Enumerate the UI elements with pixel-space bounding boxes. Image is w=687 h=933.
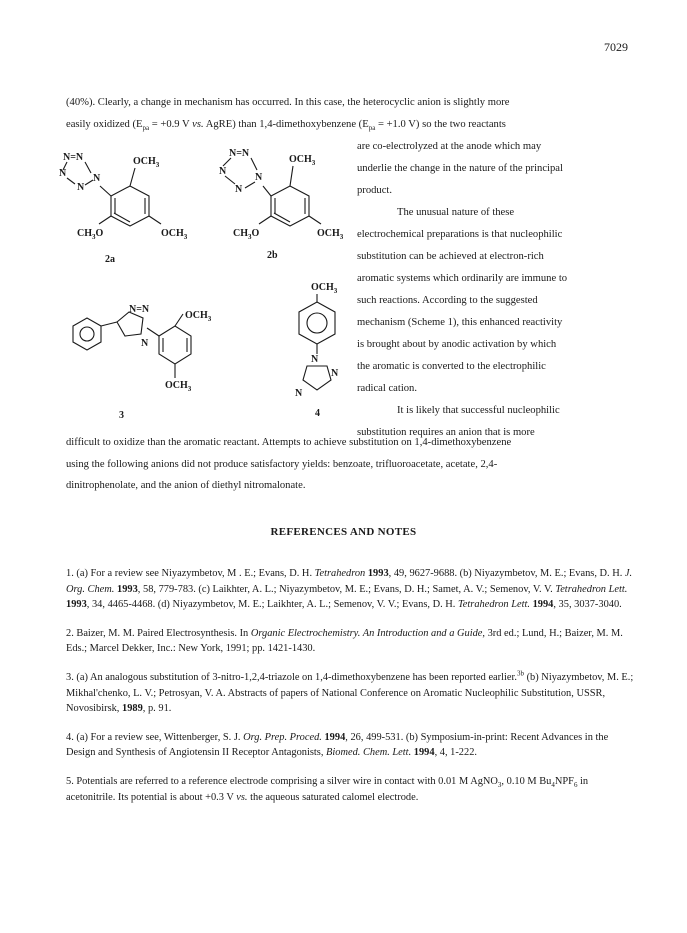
label-4: 4 — [315, 408, 320, 419]
bottom-line: dinitrophenolate, and the anion of diethyl nitromalonate. — [66, 480, 306, 492]
right-line: product. — [357, 185, 393, 196]
versus-abbrev: vs. — [192, 118, 204, 130]
bottom-paragraph — [66, 432, 656, 497]
references-list — [66, 566, 634, 818]
methoxy-label: $OCH_3$ — [185, 310, 212, 323]
label-2b: 2b — [267, 250, 278, 261]
atom-label: N=N — [229, 148, 250, 159]
intro-line-2-d: = +1.0 V) so the two reactants — [375, 118, 506, 130]
right-line: mechanism (Scheme 1), this enhanced reactivity — [357, 317, 563, 328]
right-line: substitution can be achieved at electron-rich — [357, 251, 544, 262]
right-line: such reactions. According to the suggested — [357, 295, 538, 306]
reference-4: 4. (a) For a review see, Wittenberger, S. J. Org. Prep. Proced. 1994, 26, 499-531. (b) Symposium-in-print: Recent Advances in the Design and Synthesis of Angiotensin II Receptor Antagonists, Biomed. Chem. Lett. 1994, 4, 1-222. — [66, 731, 609, 759]
methoxy-label: $OCH_3$ — [133, 156, 160, 169]
reference-1: 1. (a) For a review see Niyazymbetov, M . E.; Evans, D. H. Tetrahedron 1993, 49, 9627-9688. (b) Niyazymbetov, M. E.; Evans, D. H. J. Org. Chem. 1993, 58, 779-783. (c) Laikhter, A. L.; Niyazymbetov, M. E.; Evans, D. H.; Samet, A. V.; Semenov, V. V. Tetrahedron Lett. 1993, 34, 4465-4468. (d) Niyazymbetov, M. E.; Laikhter, A. L.; Semenov, V. V.; Evans, D. H. Tetrahedron Lett. 1994, 35, 3037-3040. — [66, 568, 633, 611]
atom-label: N=N — [63, 152, 84, 163]
methoxy-label: $OCH_3$ — [161, 228, 188, 241]
intro-paragraph — [66, 92, 641, 135]
right-line: aromatic systems which ordinarily are immune to — [357, 273, 568, 284]
intro-line-2-b: = +0.9 V — [149, 118, 193, 130]
right-line: electrochemical preparations is that nucleophilic — [357, 229, 563, 240]
atom-label: N — [331, 368, 339, 379]
methoxy-label: $OCH_3$ — [311, 282, 338, 295]
potential-subscript-1: pa — [142, 123, 150, 132]
bottom-line: difficult to oxidize than the aromatic reactant. Attempts to achieve substitution on 1,4-dimethoxybenzene — [66, 437, 512, 448]
atom-label: N — [235, 184, 243, 195]
atom-label: N — [93, 173, 101, 184]
intro-line-1: (40%). Clearly, a change in mechanism has occurred. In this case, the heterocyclic anion is slightly more — [66, 97, 510, 108]
atom-label: N — [77, 182, 85, 193]
label-3: 3 — [119, 410, 124, 421]
right-line: are co-electrolyzed at the anode which may — [357, 141, 542, 152]
atom-label: N — [295, 388, 303, 399]
potential-subscript-2: pa — [368, 123, 376, 132]
methoxy-label: $CH_3O$ — [233, 228, 260, 241]
atom-label: N — [219, 166, 227, 177]
structure-4 — [295, 282, 339, 399]
atom-label: N — [255, 172, 263, 183]
structure-3 — [73, 304, 212, 393]
methoxy-label: $OCH_3$ — [165, 380, 192, 393]
label-2a: 2a — [105, 254, 115, 265]
atom-label: N=N — [129, 304, 150, 315]
structure-2b — [219, 148, 344, 241]
right-line: is brought about by anodic activation by which — [357, 339, 557, 350]
reference-2: 2. Baizer, M. M. Paired Electrosynthesis. In Organic Electrochemistry. An Introduction and a Guide, 3rd ed.; Lund, H.; Baizer, M. M. Eds.; Marcel Dekker, Inc.: New York, 1991; pp. 1421-1430. — [66, 627, 623, 655]
atom-label: N — [141, 338, 149, 349]
right-line: substitution requires an anion that is more — [357, 427, 535, 438]
right-line: The unusual nature of these — [397, 207, 515, 218]
page-number: 7029 — [604, 40, 628, 54]
atom-label: N — [311, 354, 319, 365]
references-heading: REFERENCES AND NOTES — [270, 526, 417, 538]
right-line: the aromatic is converted to the electrophilic — [357, 361, 546, 372]
reference-3: 3. (a) An analogous substitution of 3-nitro-1,2,4-triazole on 1,4-dimethoxybenzene has been reported earlier.$^{3b}$ (b) Niyazymbetov, M. E.; Mikhal'chenko, L. V.; Petrosyan, V. A. Abstracts of papers of National Conference on Aromatic Nucleophilic Substitution, USSR, Novosibirsk, 1989, p. 91. — [66, 669, 634, 715]
methoxy-label: $OCH_3$ — [317, 228, 344, 241]
reference-5: 5. Potentials are referred to a reference electrode comprising a silver wire in contact with 0.01 M AgNO$_3$, 0.10 M $Bu_4NPF_6$ in acetonitrile. Its potential is about +0.3 V vs. the aqueous saturated calomel electrode. — [66, 775, 589, 803]
right-line: radical cation. — [357, 383, 417, 394]
bottom-line: using the following anions did not produce satisfactory yields: benzoate, trifluoroacetate, acetate, 2,4- — [66, 458, 498, 470]
atom-label: N — [59, 168, 67, 179]
structure-2a — [59, 152, 188, 241]
right-line: It is likely that successful nucleophilic — [397, 405, 560, 416]
right-line: underlie the change in the nature of the principal — [357, 163, 563, 174]
intro-line-2-a: easily oxidized (E — [66, 118, 143, 130]
methoxy-label: $OCH_3$ — [289, 154, 316, 167]
chemical-structures-figure — [55, 140, 355, 430]
intro-line-2-c: AgRE) than 1,4-dimethoxybenzene (E — [203, 118, 369, 130]
methoxy-label: $CH_3O$ — [77, 228, 104, 241]
